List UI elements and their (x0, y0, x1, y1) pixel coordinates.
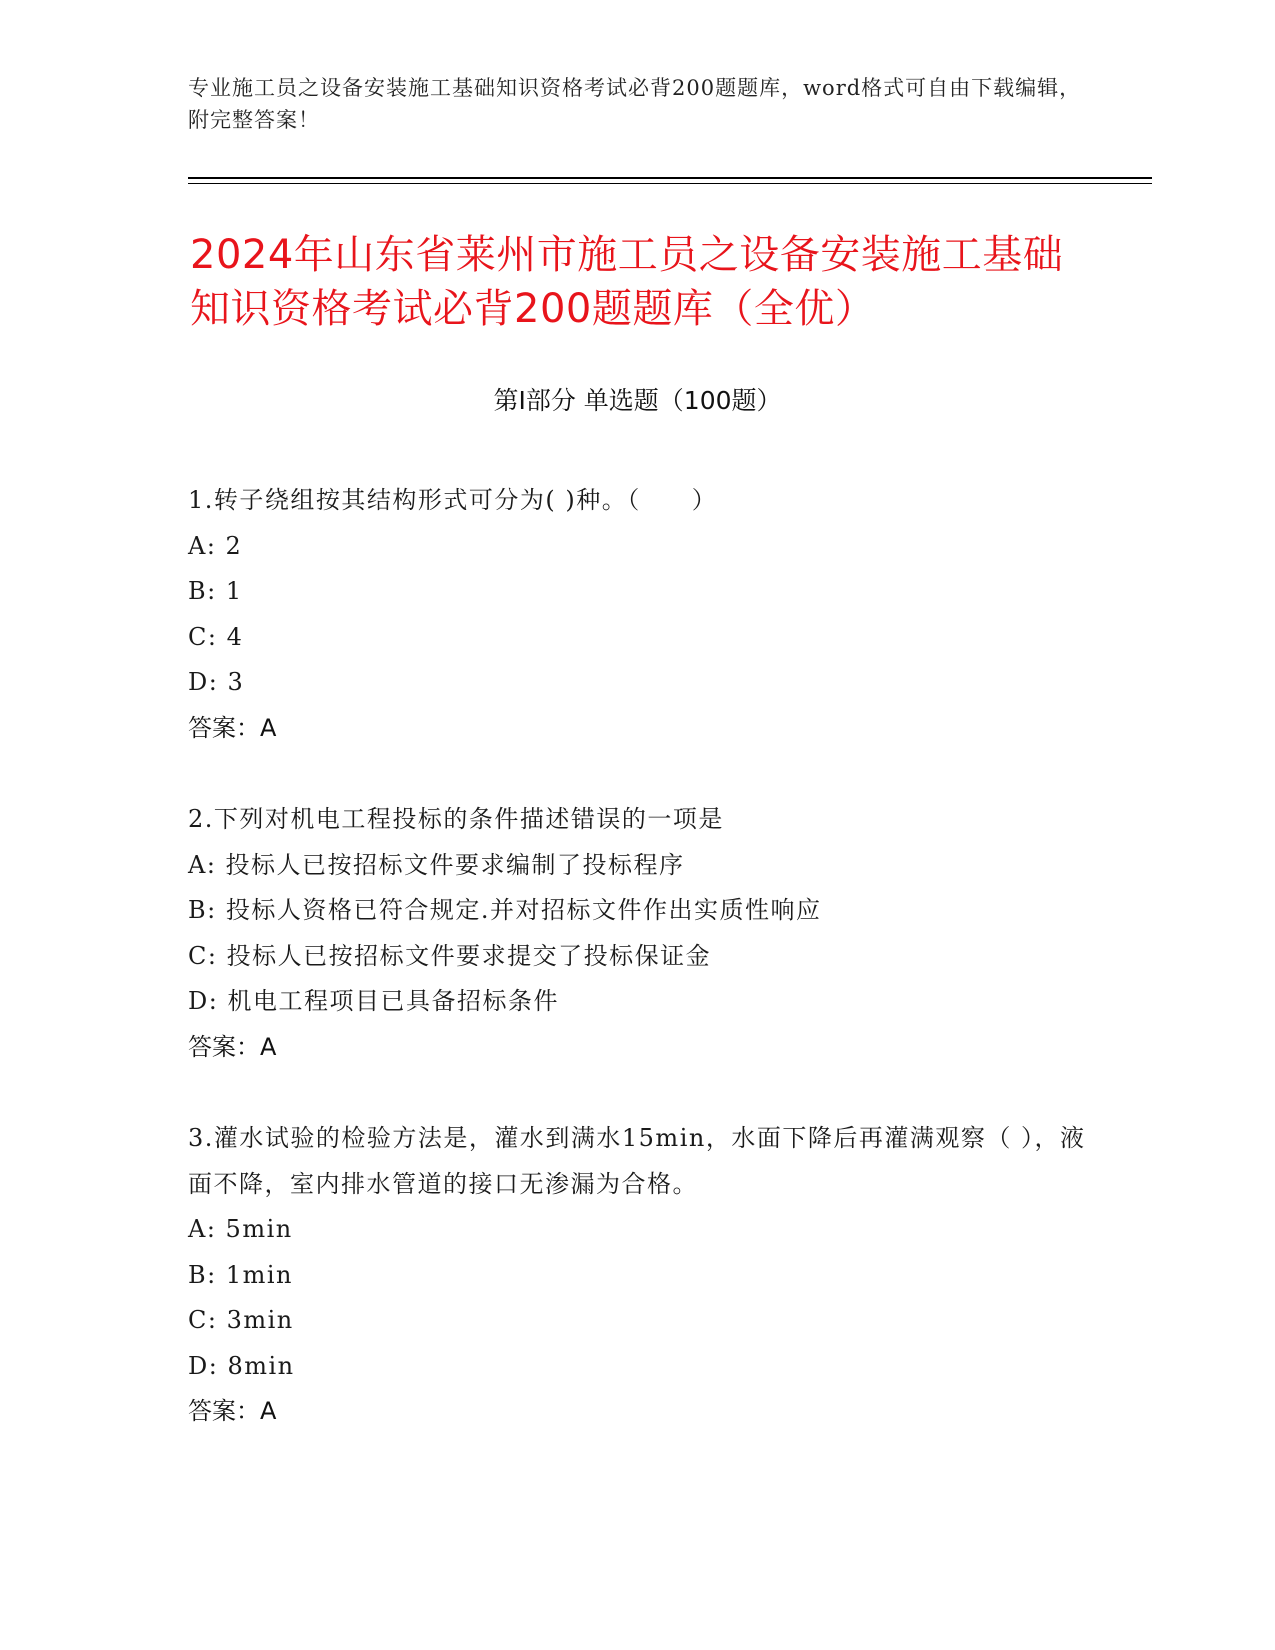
option-d: D: 机电工程项目已具备招标条件 (188, 987, 559, 1015)
section-title: 第I部分 单选题（100题） (493, 386, 782, 415)
question-1 (188, 478, 1108, 751)
option-d: D: 8min (188, 1351, 295, 1380)
option-a: A: 投标人已按招标文件要求编制了投标程序 (188, 850, 685, 879)
option-c: C: 投标人已按招标文件要求提交了投标保证金 (188, 941, 712, 970)
option-a: A: 5min (188, 1215, 293, 1243)
question-answer: 答案：A (188, 1397, 277, 1425)
question-list (188, 478, 1108, 1481)
option-b: B: 投标人资格已符合规定.并对招标文件作出实质性响应 (188, 896, 822, 924)
header-divider-thick (188, 177, 1152, 179)
question-stem: 2.下列对机电工程投标的条件描述错误的一项是 (188, 805, 724, 833)
question-stem: 3.灌水试验的检验方法是，灌水到满水15min，水面下降后再灌满观察（ ），液面不降，室内排水管道的接口无渗漏为合格。 (188, 1124, 1086, 1198)
question-stem: 1.转子绕组按其结构形式可分为( )种。（ ） (188, 486, 718, 514)
option-c: C: 4 (188, 622, 244, 651)
option-c: C: 3min (188, 1306, 294, 1334)
option-d: D: 3 (188, 668, 245, 696)
document-title: 2024年山东省莱州市施工员之设备安装施工基础知识资格考试必背200题题库（全优） (190, 232, 1064, 332)
question-answer: 答案：A (188, 713, 277, 742)
question-2 (188, 797, 1108, 1070)
header-divider-thin (188, 183, 1152, 184)
option-a: A: 2 (188, 531, 243, 560)
question-answer: 答案：A (188, 1032, 277, 1061)
option-b: B: 1min (188, 1260, 294, 1289)
question-3 (188, 1116, 1108, 1435)
option-b: B: 1 (188, 577, 243, 605)
header-note: 专业施工员之设备安装施工基础知识资格考试必背200题题库，word格式可自由下载编辑，附完整答案！ (188, 76, 1082, 132)
